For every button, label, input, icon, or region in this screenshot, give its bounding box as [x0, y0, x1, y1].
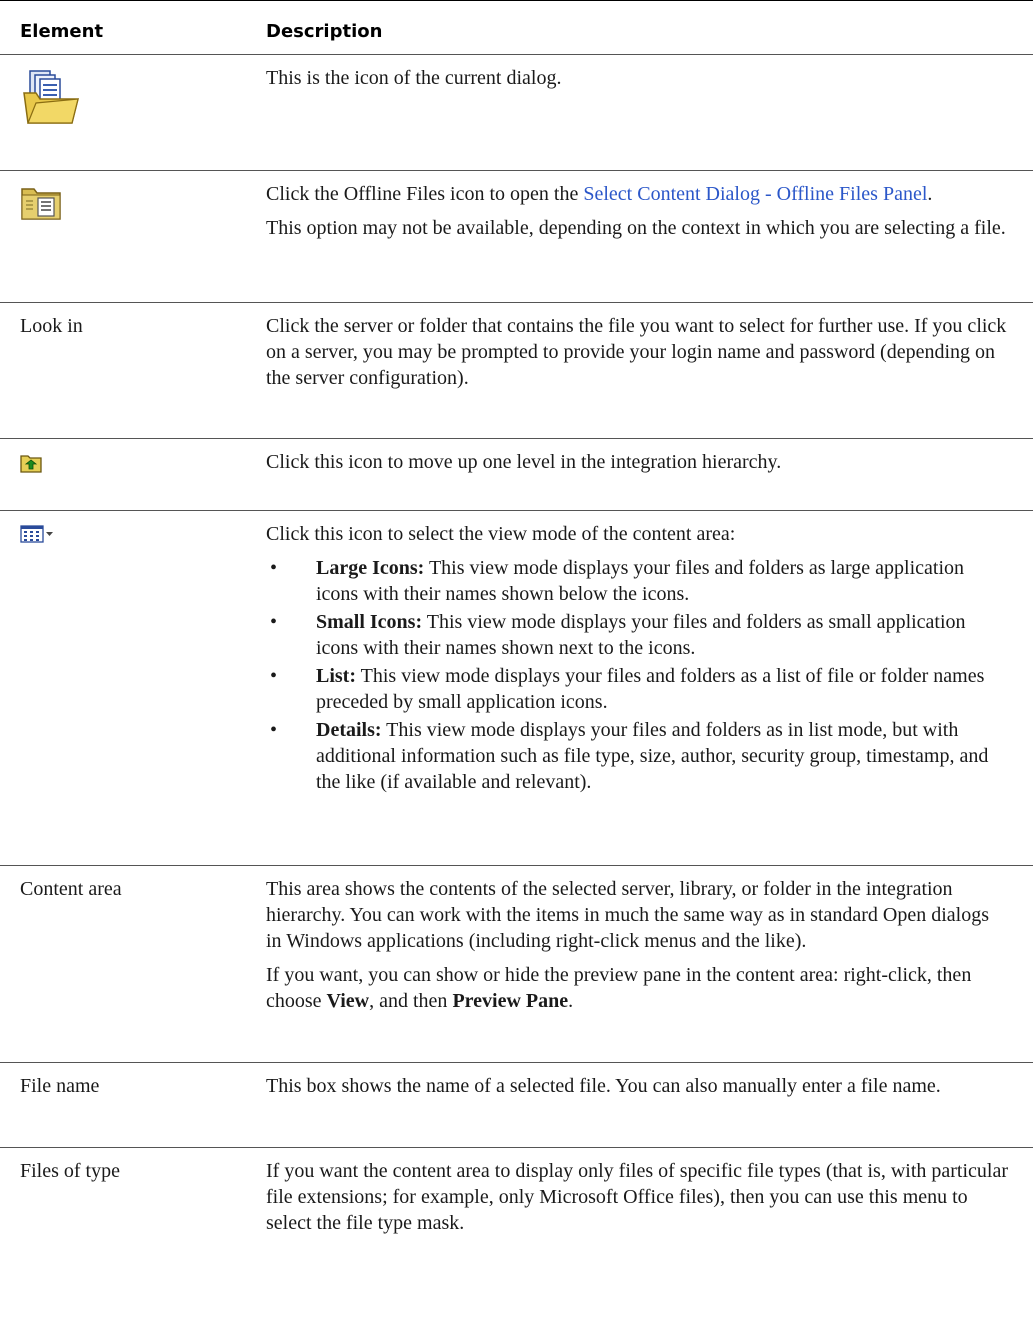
element-cell: Files of type: [20, 1160, 120, 1182]
list-item: [266, 663, 1009, 715]
dialog-folder-pages-icon: [20, 69, 250, 127]
list-item: [266, 717, 1009, 795]
element-cell: [0, 55, 250, 171]
table-row: [0, 55, 1033, 171]
description-text-part: Click the Offline Files icon to open the: [266, 183, 584, 205]
description-text-part: , and then: [369, 990, 453, 1012]
bullet-glyph: •: [270, 719, 278, 741]
table-row: [0, 511, 1033, 866]
description-cell: [250, 303, 1033, 439]
description-cell: [250, 55, 1033, 171]
bullet-glyph: •: [270, 557, 278, 579]
description-cell: [250, 171, 1033, 303]
element-cell: Look in: [0, 303, 250, 439]
list-item-term: Large Icons:: [316, 557, 425, 579]
description-column-header: Description: [250, 1, 1033, 55]
description-cell: [250, 866, 1033, 1063]
view-menu-term: View: [326, 990, 370, 1012]
bullet-glyph: •: [270, 665, 278, 687]
description-note: [266, 962, 1009, 1014]
view-mode-list: [266, 555, 1009, 795]
element-cell: Content area: [0, 866, 250, 1063]
table-row: [0, 171, 1033, 303]
preview-pane-term: Preview Pane: [452, 990, 569, 1012]
description-cell: [250, 1148, 1033, 1262]
offline-files-panel-link[interactable]: Select Content Dialog - Offline Files Panel: [583, 183, 928, 205]
table-row: [0, 303, 1033, 439]
description-note: This option may not be available, depending on the context in which you are selecting a file.: [266, 217, 1006, 239]
description-cell: [250, 1063, 1033, 1148]
description-cell: [250, 439, 1033, 511]
view-mode-dropdown-icon: [20, 525, 250, 543]
description-text: This is the icon of the current dialog.: [266, 67, 562, 89]
description-text-part: .: [568, 990, 574, 1012]
description-text: Click this icon to select the view mode of the content area:: [266, 523, 736, 545]
description-text: [266, 181, 1009, 207]
list-item-term: Details:: [316, 719, 382, 741]
table-header-row: [0, 1, 1033, 55]
description-text: This box shows the name of a selected file. You can also manually enter a file name.: [266, 1075, 941, 1097]
description-text-part: .: [927, 183, 933, 205]
element-cell: [0, 439, 250, 511]
description-cell: [250, 511, 1033, 866]
list-item-text: This view mode displays your files and folders as in list mode, but with additional information such as file type, size, author, security group, timestamp, and the like (if available and relevant).: [316, 719, 989, 793]
list-item-term: Small Icons:: [316, 611, 423, 633]
list-item: [266, 609, 1009, 661]
element-cell: [0, 171, 250, 303]
offline-files-folder-icon: [20, 185, 250, 221]
description-text: This area shows the contents of the selected server, library, or folder in the integration hierarchy. You can work with the items in much the same way as in standard Open dialogs in Windows applications (including right-click menus and the like).: [266, 878, 989, 952]
table-row: [0, 1063, 1033, 1148]
table-row: [0, 1148, 1033, 1262]
description-text-part: If you want, you can show or hide the preview pane in the content area: right-click, then choose: [266, 964, 972, 1012]
table-row: [0, 439, 1033, 511]
list-item-term: List:: [316, 665, 356, 687]
element-cell: File name: [0, 1063, 250, 1148]
list-item-text: This view mode displays your files and folders as large application icons with their names shown below the icons.: [316, 557, 965, 605]
element-column-header: Element: [0, 1, 250, 55]
description-text: Click the server or folder that contains the file you want to select for further use. If you click on a server, you may be prompted to provide your login name and password (depending on the server configuration).: [266, 315, 1007, 389]
list-item: [266, 555, 1009, 607]
list-item-text: This view mode displays your files and folders as small application icons with their names shown next to the icons.: [316, 611, 966, 659]
bullet-glyph: •: [270, 611, 278, 633]
description-text: Click this icon to move up one level in the integration hierarchy.: [266, 451, 782, 473]
element-cell: [0, 511, 250, 866]
list-item-text: This view mode displays your files and folders as a list of file or folder names preceded by small application icons.: [316, 665, 985, 713]
description-text: If you want the content area to display only files of specific file types (that is, with particular file extensions; for example, only Microsoft Office files), then you can use this menu to select the file type mask.: [266, 1160, 1008, 1234]
up-one-level-icon: [20, 453, 250, 473]
table-row: [0, 866, 1033, 1063]
